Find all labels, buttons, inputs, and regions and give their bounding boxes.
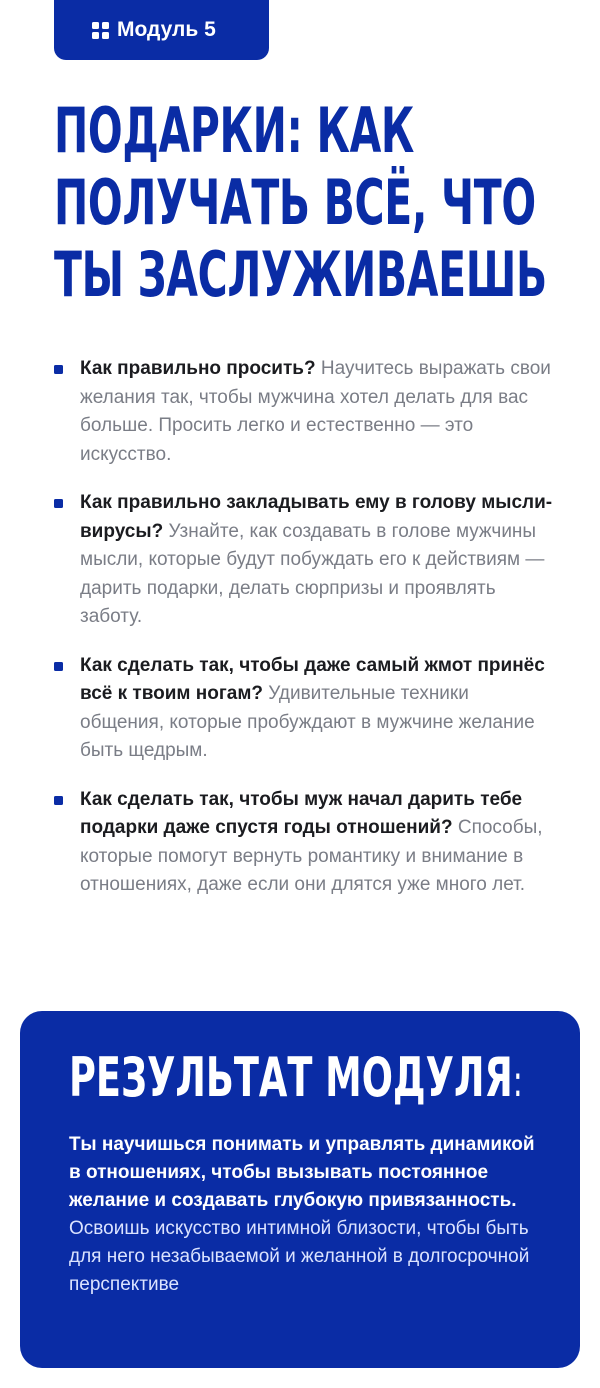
title-line-1: ПОДАРКИ: КАК bbox=[54, 94, 415, 167]
bullet-question: Как сделать так, чтобы муж начал дарить тебе подарки даже спустя годы отношений? bbox=[80, 788, 523, 838]
bullet-square-icon bbox=[54, 365, 63, 374]
result-title-text: РЕЗУЛЬТАТ МОДУЛЯ bbox=[69, 1046, 513, 1109]
result-description bbox=[69, 1131, 539, 1299]
list-item bbox=[54, 652, 554, 766]
bullet-question: Как правильно просить? bbox=[80, 358, 316, 379]
result-title bbox=[69, 1045, 523, 1115]
title-line-3: ТЫ ЗАСЛУЖИВАЕШЬ bbox=[54, 238, 547, 311]
module-badge bbox=[54, 0, 269, 60]
result-plain-text: Освоишь искусство интимной близости, чтобы быть для него незабываемой и желанной в долгосрочной перспективе bbox=[69, 1218, 530, 1295]
bullet-question: Как правильно закладывать ему в голову мысли-вирусы? bbox=[80, 492, 553, 542]
result-title-colon: : bbox=[512, 1056, 523, 1107]
bullet-square-icon bbox=[54, 499, 63, 508]
module-result-card bbox=[20, 1011, 580, 1368]
module-badge-label: Модуль 5 bbox=[117, 18, 216, 41]
list-item bbox=[54, 489, 554, 632]
grid-icon bbox=[92, 22, 109, 39]
bullet-question: Как сделать так, чтобы даже самый жмот принёс всё к твоим ногам? bbox=[80, 654, 545, 704]
bullet-square-icon bbox=[54, 796, 63, 805]
feature-list bbox=[54, 355, 554, 920]
bullet-description: Способы, которые помогут вернуть романтику и внимание в отношениях, даже если они длятся уже много лет. bbox=[80, 817, 543, 895]
bullet-square-icon bbox=[54, 662, 63, 671]
bullet-description: Узнайте, как создавать в голове мужчины мысли, которые будут побуждать его к действиям — дарить подарки, делать сюрпризы и проявлять заботу. bbox=[80, 520, 545, 627]
bullet-description: Научитесь выражать свои желания так, чтобы мужчина хотел делать для вас больше. Просить легко и естественно — это искусство. bbox=[80, 358, 551, 465]
result-bold-text: Ты научишься понимать и управлять динамикой в отношениях, чтобы вызывать постоянное желание и создавать глубокую привязанность. bbox=[69, 1134, 535, 1211]
list-item bbox=[54, 786, 554, 900]
page-title bbox=[54, 94, 547, 311]
list-item bbox=[54, 355, 554, 469]
title-line-2: ПОЛУЧАТЬ ВСЁ, ЧТО bbox=[54, 166, 536, 239]
bullet-description: Удивительные техники общения, которые пробуждают в мужчине желание быть щедрым. bbox=[80, 683, 535, 761]
